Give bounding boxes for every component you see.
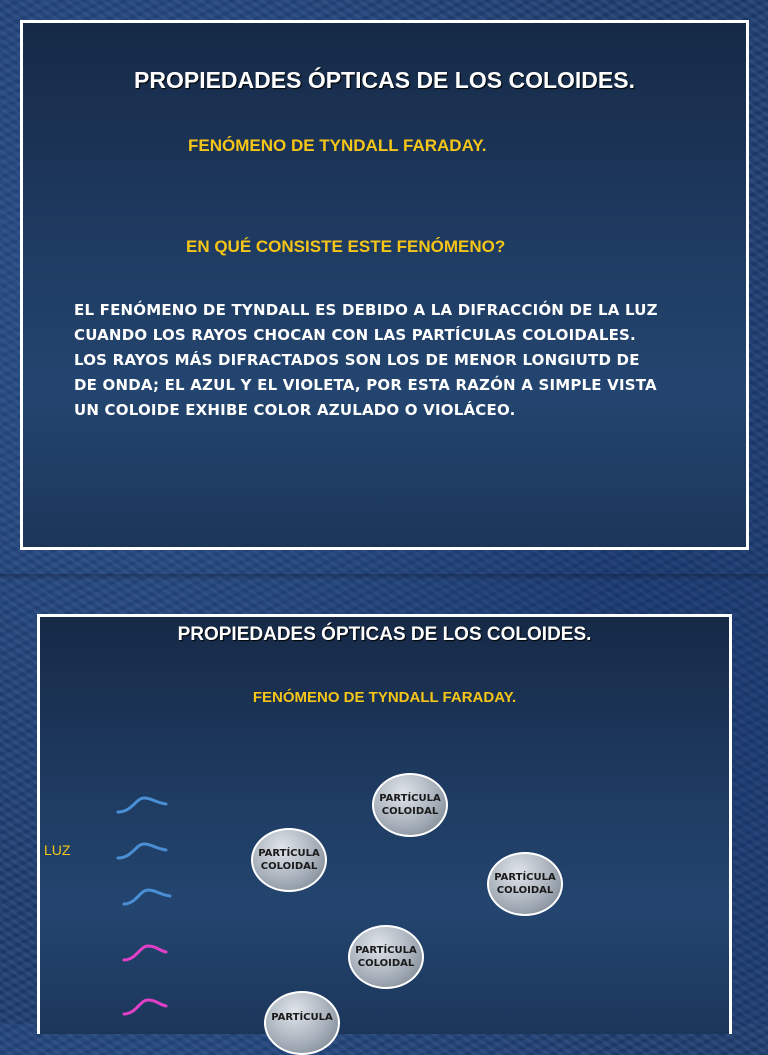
- colloid-particle: [264, 991, 340, 1055]
- colloid-particle: [487, 852, 563, 916]
- light-wave-4: [124, 946, 166, 960]
- slide-1-question: EN QUÉ CONSISTE ESTE FENÓMENO?: [186, 237, 506, 256]
- particle-label-1: PARTÍCULA: [258, 848, 320, 859]
- light-wave-2: [118, 844, 166, 858]
- particle-label-2: COLOIDAL: [357, 958, 415, 969]
- slide-separator: [0, 574, 768, 580]
- slide-1: [20, 20, 749, 550]
- particle-label-1: PARTÍCULA: [494, 872, 556, 883]
- slide-1-title: PROPIEDADES ÓPTICAS DE LOS COLOIDES.: [134, 67, 635, 93]
- body-line: DE ONDA; EL AZUL Y EL VIOLETA, POR ESTA RAZÓN A SIMPLE VISTA: [74, 376, 657, 394]
- body-line: CUANDO LOS RAYOS CHOCAN CON LAS PARTÍCULAS COLOIDALES.: [74, 326, 636, 344]
- particle-label-1: PARTÍCULA: [379, 793, 441, 804]
- light-wave-1: [118, 798, 166, 812]
- particle-label-1: PARTÍCULA: [271, 1012, 333, 1023]
- body-line: LOS RAYOS MÁS DIFRACTADOS SON LOS DE MENOR LONGIUTD DE: [74, 351, 640, 369]
- light-label: LUZ: [44, 842, 71, 858]
- colloid-particle: [372, 773, 448, 837]
- particle-label-2: COLOIDAL: [496, 885, 554, 896]
- body-line: EL FENÓMENO DE TYNDALL ES DEBIDO A LA DIFRACCIÓN DE LA LUZ: [74, 301, 658, 319]
- light-wave-5: [124, 1000, 166, 1014]
- slide-1-subtitle: FENÓMENO DE TYNDALL FARADAY.: [188, 136, 487, 155]
- particle-label-2: COLOIDAL: [260, 861, 318, 872]
- slide-2-title: PROPIEDADES ÓPTICAS DE LOS COLOIDES.: [177, 624, 592, 645]
- colloid-particle: [348, 925, 424, 989]
- particle-label-1: PARTÍCULA: [355, 945, 417, 956]
- body-line: UN COLOIDE EXHIBE COLOR AZULADO O VIOLÁCEO.: [74, 401, 516, 419]
- colloid-particle: [251, 828, 327, 892]
- slide-2-subtitle: FENÓMENO DE TYNDALL FARADAY.: [252, 689, 517, 706]
- particle-label-2: COLOIDAL: [381, 806, 439, 817]
- slide-1-body: [74, 298, 658, 423]
- light-wave-3: [124, 890, 170, 904]
- light-waves: [110, 790, 180, 1030]
